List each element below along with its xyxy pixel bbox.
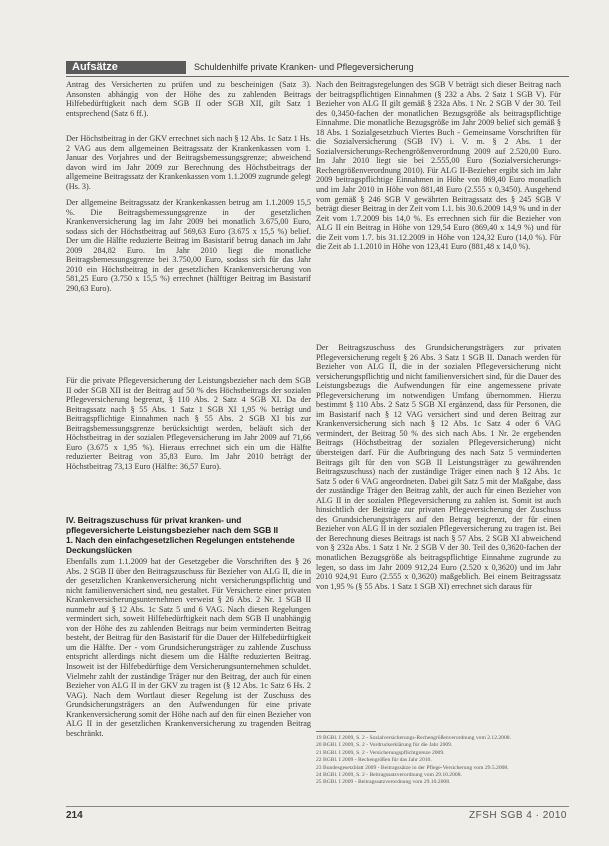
section-tag-label: Aufsätze xyxy=(72,61,118,73)
footnote-rule xyxy=(316,731,376,732)
paragraph: Der Höchstbeitrag in der GKV errechnet sich nach § 12 Abs. 1c Satz 1 Hs. 2 VAG aus dem allgemeinen Beitragssatz der Krankenkassen vom 1. Januar des Vorjahres und der Beitragsbemessungsgrenze; abweichend davon wird im Jahr 2009 zur Berechnung des Höchstbeitrags der allgemeine Beitragssatz der Krankenkassen vom 1.1.2009 zugrunde gelegt (Hs. 3). xyxy=(66,134,311,191)
subsection-heading: 1. Nach den einfachgesetzlichen Regelungen entstehende Deckungslücken xyxy=(66,536,295,555)
paragraph: Nach den Beitragsregelungen des SGB V beträgt sich dieser Beitrag nach der beitragspflichtigen Einnahmen (§ 232 a Abs. 2 Satz 1 SGB V). Für Bezieher von ALG II gilt gemäß § 232a Abs. 1 Nr. 2 SGB V der 30. Teil des 0,3450-fachen der monatlichen Bezugsgröße als beitragspflichtige Einnahme. Die monatliche Bezugsgröße im Jahr 2009 belief sich gemäß § 18 Abs. 1 Sozialgesetzbuch Viertes Buch - Gemeinsame Vorschriften für die Sozialversicherung (SGB IV) i. V. m. § 2 Abs. 1 der Sozialversicherungs-Rechengrößenverordnung 2009 auf 2.520,00 Euro. Im Jahr 2010 liegt sie bei 2.555,00 Euro (Sozialversicherungs-Rechengrößenverordnung 2010). Für ALG II-Bezieher ergibt sich im Jahr 2009 beitragspflichtige Einnahmen in Höhe von 869,40 Euro monatlich und im Jahr 2010 in Höhe von 881,48 Euro (2.555 x 0,3450). Ausgehend vom gemäß § 246 SGB V gewährten Beitragssatz des § 245 SGB V beträgt dieser Beitrag in der Zeit vom 1.1. bis 30.6.2009 14,9 % und in der Zeit vom 1.7.2009 bis 14,0 %. Es errechnen sich für die Bezieher von ALG II ein Beitrag in Höhe von 129,54 Euro (869,40 x 14,9 %) und für die Zeit vom 1.7. bis 31.12.2009 in Höhe von 124,32 Euro (14,0 %). Für die Zeit ab 1.1.2010 in Höhe von 123,41 Euro (881,48 x 14,0 %). xyxy=(316,80,561,252)
footnote: 23 Bundesgesetzblatt 2009 - Beitragssätze in der Pflege-Versicherung vom 29.5.2008. xyxy=(316,764,509,771)
page-number: 214 xyxy=(66,810,83,821)
footnote: 22 BGBl. I 2009 - Rechengrößen für das Jahr 2010. xyxy=(316,757,432,764)
paragraph: Der allgemeine Beitragssatz der Krankenkassen betrug am 1.1.2009 15,5 %. Die Beitragsbemessungsgrenze in der gesetzlichen Krankenversicherung lag im Jahr 2009 bei monatlich 3.675,00 Euro, sodass sich der Höchstbeitrag auf 569,63 Euro (3.675 x 15,5 %) belief. Der um die Hälfte reduzierte Beitrag im Basistarif betrug danach im Jahr 2009 284,82 Euro. Im Jahr 2010 liegt die monatliche Beitragsbemessungsgrenze bei 3.750,00 Euro, sodass sich für das Jahr 2010 ein Höchstbeitrag in der gesetzlichen Krankenversicherung von 581,25 Euro (3.750 x 15,5 %) errechnet (hälftiger Beitrag im Basistarif 290,63 Euro). xyxy=(66,198,311,293)
paragraph: Der Beitragszuschuss des Grundsicherungsträgers zur privaten Pflegeversicherung regelt § 26 Abs. 3 Satz 1 SGB II. Danach werden für Bezieher von ALG II, die in der sozialen Pflegeversicherung nicht versicherungspflichtig und nicht familienversichert sind, für die Dauer des Leistungsbezugs die Aufwendungen für eine angemessene private Pflegeversicherung im notwendigen Umfang übernommen. Hierzu bestimmt § 110 Abs. 2 Satz 5 SGB XI ergänzend, dass für Personen, die im Basistarif nach § 12 VAG versichert sind und deren Beitrag zur Krankenversicherung sich nach § 12 Abs. 1c Satz 4 oder 6 VAG vermindert, der Beitrag 50 % des sich nach Abs. 1 Nr. 2e ergebenden Beitrags (Höchstbeitrag der sozialen Pflegeversicherung) nicht übersteigen darf. Für die Aufbringung des nach Satz 5 verminderten Beitrags gilt für den von SGB II Leistungsträger zu gewährenden Beitragszuschuss) nach der zuständige Träger einen nach § 12 Abs. 1c Satz 5 oder 6 VAG angeordneten. Dabei gilt Satz 5 mit der Maßgabe, dass der zuständige Träger den Beitrag zahlt, der auch für einen Bezieher von ALG II in der sozialen Pflegeversicherung zu zahlen ist. Somit ist auch hinsichtlich der Beiträge zur privaten Pflegeversicherung der Zuschuss des Grundsicherungsträgers auf den Betrag begrenzt, der für einen Bezieher von ALG II in der sozialen Pflegeversicherung zu tragen ist. Bei der Berechnung dieses Beitrags ist nach § 57 Abs. 2 SGB XI abweichend von § 232a Abs. 1 Satz 1 Nr. 2 SGB V der 30. Teil des 0,3620-fachen der monatlichen Bezugsgröße als beitragspflichtige Einnahme zugrunde zu legen, so dass im Jahr 2009 912,24 Euro (2.520 x 0,3620) und im Jahr 2010 924,91 Euro (2.555 x 0,3620) maßgeblich. Bei einem Beitragssatz von 1,95 % (§ 55 Abs. 1 Satz 1 SGB XI) errechnet sich daraus für xyxy=(316,343,561,591)
footnotes xyxy=(316,735,561,787)
header-rule xyxy=(66,76,569,77)
paragraph: Für die private Pflegeversicherung der Leistungsbezieher nach dem SGB II oder SGB XII ist der Beitrag auf 50 % des Höchstbeitrags der sozialen Pflegeversicherung begrenzt, § 110 Abs. 2 Satz 4 SGB XI. Da der Beitragssatz nach § 55 Abs. 1 Satz 1 SGB XI 1,95 % beträgt und Beitragspflichtige Einnahmen nach § 55 Abs. 2 SGB XI bis zur Beitragsbemessungsgrenze berücksichtigt werden, beläuft sich der Höchstbeitrag in der sozialen Pflegeversicherung im Jahr 2009 auf 71,66 Euro (3.675 x 1,95 %). Hieraus errechnet sich ein um die Hälfte reduzierter Beitrag von 35,83 Euro. Im Jahr 2010 beträgt der Höchstbeitrag 73,13 Euro (Hälfte: 36,57 Euro). xyxy=(66,376,311,471)
section-tag xyxy=(66,61,186,74)
paragraph: Ebenfalls zum 1.1.2009 hat der Gesetzgeber die Vorschriften des § 26 Abs. 2 SGB II über den Beitragszuschuss für Bezieher von ALG II, die in der gesetzlichen Krankenversicherung nicht versicherungspflichtig und nicht familienversichert sind, neu gestaltet. Für Versicherte einer privaten Krankenversicherungsunternehmen verweist § 26 Abs. 2 Nr. 1 SGB II nunmehr auf § 12 Abs. 1c Satz 5 und 6 VAG. Nach diesen Regelungen vermindert sich, soweit Hilfebedürftigkeit nach dem SGB II unabhängig von der Höhe des zu zahlenden Beitrags nur beim verminderten Beitrag besteht, der Beitrag für den Basistarif für die Dauer der Hilfebedürftigkeit um die Hälfte. Der - vom Grundsicherungsträger zu zahlende Zuschuss entspricht allerdings nicht diesem um die Hälfte reduzierten Beitrag. Insoweit ist der Hilfebedürftige dem Versicherungsunternehmen schuldet. Vielmehr zahlt der zuständige Träger nur den Beitrag, der auch für einen Bezieher von ALG II in der GKV zu tragen ist (§ 12 Abs. 1c Satz 6 Hs. 2 VAG). Nach dem Wortlaut dieser Regelung ist der Zuschuss des Grundsicherungsträgers an den Aufwendungen für eine private Krankenversicherung somit der Höhe nach auf den für einen Bezieher von ALG II in der gesetzlichen Krankenversicherung zu tragenden Beitrag beschränkt. xyxy=(66,557,311,738)
footnote: 20 BGBl. I 2009, S. 2 - Vordruckerklärung für die Jahr 2009. xyxy=(316,742,453,749)
footer-rule xyxy=(66,806,569,807)
running-header: Schuldenhilfe private Kranken- und Pflegeversicherung xyxy=(194,62,414,72)
footnote: 19 BGBl. I 2009, S. 2 - Sozialversicherungs-Rechengrößenverordnung vom 2.12.2008. xyxy=(316,735,511,741)
footnote: 21 BGBl. I 2009, S. 2 - Versicherungspflichtgrenze 2009. xyxy=(316,749,445,756)
section-heading: IV. Beitragszuschuss für privat kranken- und pflegeversicherte Leistungsbezieher nach dem SGB II xyxy=(66,516,279,535)
paragraph: Antrag des Versicherten zu prüfen und zu bescheinigen (Satz 3). Ansonsten abhängig von der Höhe des zu zahlenden Beitrags Hilfebedürftigkeit nach dem SGB II oder SGB XII, gilt Satz 1 entsprechend (Satz 6 ff.). xyxy=(66,80,311,118)
journal-reference: ZFSH SGB 4 · 2010 xyxy=(469,810,567,821)
footnote: 25 BGBl. I 2009 - Beitragssatzverordnung vom 29.10.2008. xyxy=(316,779,451,786)
footnote: 24 BGBl. I 2009, S. 2 - Beitragssatzverordnung vom 29.10.2008. xyxy=(316,772,462,779)
